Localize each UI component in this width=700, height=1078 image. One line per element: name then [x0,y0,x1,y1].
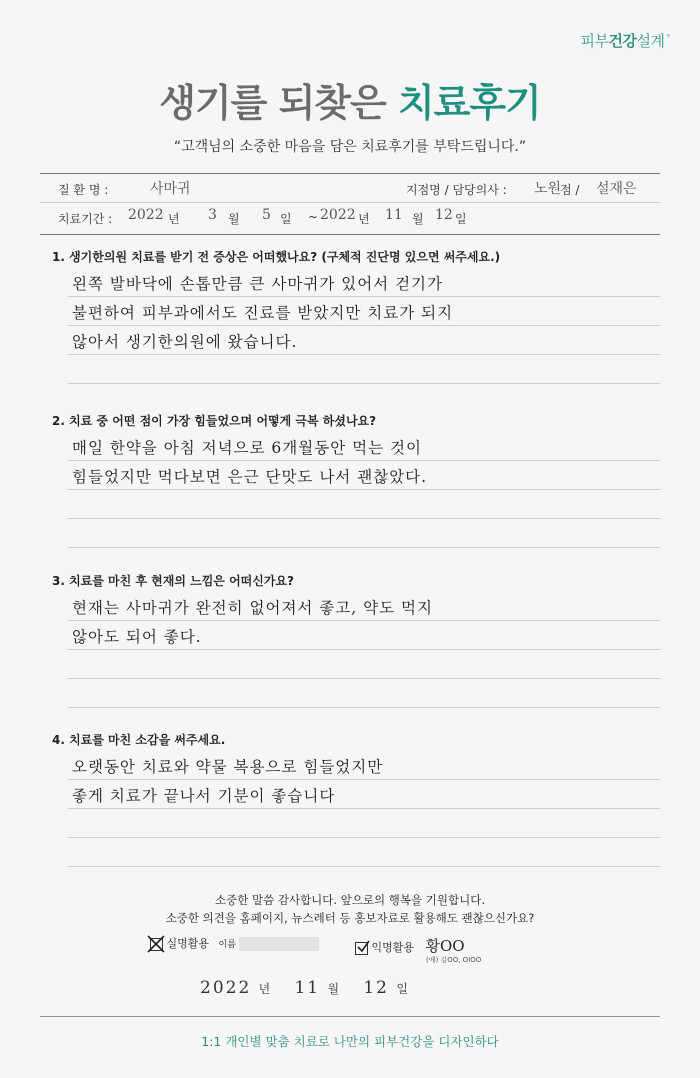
anonymous-label: 익명활용 [371,941,415,954]
disease-label: 질 환 명 : [58,183,109,197]
start-month: 3 [208,207,217,223]
brand-logo: 피부건강설계 ° [580,32,670,50]
name-field-label: 이름 [218,940,236,950]
anonymous-name: 황OO [425,937,465,955]
branch-label: 지점명 / 담당의사 : [406,183,507,197]
end-day-unit: 일 [455,212,467,226]
answer-2: 매일 한약을 아침 저녁으로 6개월동안 먹는 것이 힘들었지만 먹다보면 은근 단맛도 나서 괜찮았다. [72,439,428,486]
question-1: 1. 생기한의원 치료를 받기 전 증상은 어떠했나요? (구체적 진단명 있으면 써주세요.) [52,250,501,264]
branch-unit: 점 / [560,183,580,197]
answer-1: 왼쪽 발바닥에 손톱만큼 큰 사마귀가 있어서 걷기가 불편하여 피부과에서도 진료를 받았지만 치료가 되지 않아서 생기한의원에 왔습니다. [72,275,454,351]
period-label: 치료기간 : [58,212,113,226]
start-year: 2022 [128,207,164,223]
start-day-unit: 일 [280,212,292,226]
branch-value: 노원 [534,181,562,197]
footer-divider [40,1016,660,1017]
page-title: 생기를 되찾은 치료후기 [159,81,541,125]
page-subtitle: “고객님의 소중한 마음을 담은 치료후기를 부탁드립니다.” [173,139,527,155]
end-month-unit: 월 [412,212,424,226]
footer-tagline: 1:1 개인별 맞춤 치료로 나만의 피부건강을 디자인하다 [201,1034,499,1049]
anonymous-option[interactable] [355,935,465,956]
anonymous-checkbox[interactable] [355,942,368,955]
question-4: 4. 치료를 마친 소감을 써주세요. [52,733,226,747]
anonymous-example: (예) 김OO, OIOO [426,956,482,964]
closing-thanks: 소중한 말씀 감사합니다. 앞으로의 행복을 기원합니다. [215,893,485,907]
end-month: 11 [385,207,403,223]
real-name-checkbox[interactable] [150,938,163,951]
disease-value: 사마귀 [150,181,191,197]
answer-4: 오랫동안 치료와 약물 복용으로 힘들었지만 좋게 치료가 끝나서 기분이 좋습니다 [72,758,384,805]
signed-date: 2022 년 11 월 12 일 [200,978,410,998]
closing-consent-question: 소중한 의견을 홈페이지, 뉴스레터 등 홍보자료로 활용해도 괜찮으신가요? [165,911,535,925]
redacted-name [239,937,319,951]
end-day: 12 [435,207,453,223]
real-name-label: 실명활용 [166,937,210,950]
period-tilde: ~ [308,210,319,224]
end-year: 2022 [320,207,356,223]
start-year-unit: 년 [168,212,180,226]
start-day: 5 [262,207,271,223]
answer-3: 현재는 사마귀가 완전히 없어져서 좋고, 약도 먹지 않아도 되어 좋다. [72,599,433,646]
cross-mark-icon [147,935,165,953]
patient-info-table [40,173,660,235]
question-3: 3. 치료를 마친 후 현재의 느낌은 어떠신가요? [52,574,295,588]
end-year-unit: 년 [358,212,370,226]
real-name-option[interactable] [150,935,319,951]
start-month-unit: 월 [228,212,240,226]
check-mark-icon [356,940,370,954]
question-2: 2. 치료 중 어떤 점이 가장 힘들었으며 어떻게 극복 하셨나요? [52,414,377,428]
doctor-value: 설재은 [596,181,637,197]
